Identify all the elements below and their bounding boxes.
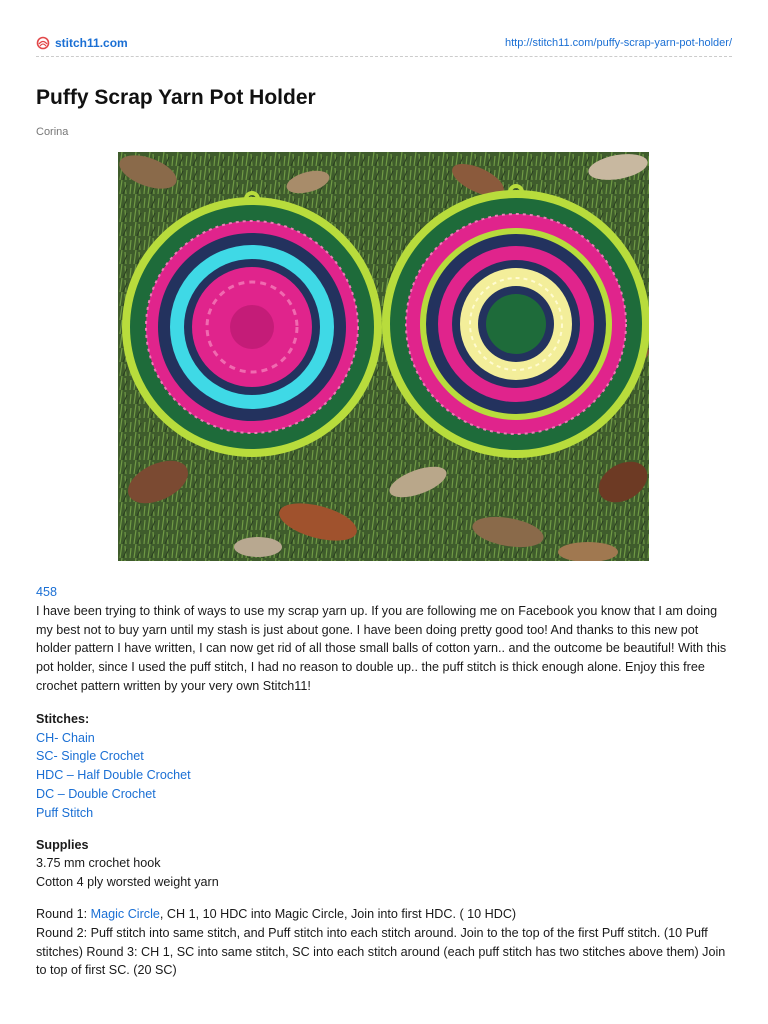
stitch-link-puff-stitch[interactable]: Puff Stitch (36, 805, 94, 820)
page-title: Puffy Scrap Yarn Pot Holder (36, 86, 316, 109)
page-header (36, 34, 732, 57)
stitch11-logo-icon (36, 36, 50, 50)
round-2-3-text: Round 2: Puff stitch into same stitch, and Puff stitch into each stitch around. Join to the top of the first Puff stitch. (10 Puff stitches) Round 3: CH 1, SC into same stitch, SC into each stitch around (each puff stitch has two stitches above them) Join to top of first SC. (20 SC) (36, 925, 726, 978)
pot-holders-photo (118, 152, 649, 561)
supply-item: 3.75 mm crochet hook (36, 856, 161, 871)
site-name: stitch11.com (55, 36, 128, 50)
magic-circle-link[interactable]: Magic Circle (90, 906, 160, 921)
stitch-link-single-crochet[interactable]: SC- Single Crochet (36, 749, 144, 764)
round-1-text: Round 1: Magic Circle, CH 1, 10 HDC into Magic Circle, Join into first HDC. ( 10 HDC) (36, 906, 517, 921)
share-count[interactable]: 458 (36, 585, 58, 599)
stitch-link-chain[interactable]: CH- Chain (36, 730, 95, 745)
source-url-link[interactable]: http://stitch11.com/puffy-scrap-yarn-pot-holder/ (504, 37, 732, 49)
intro-paragraph: I have been trying to think of ways to use my scrap yarn up. If you are following me on Facebook you know that I am doing my best not to buy yarn until my stash is just about gone. I have been doing pretty good too! And thanks to this new pot holder pattern I have written, I can now get rid of all those small balls of cotton yarn.. and the outcome be beautiful! With this pot holder, since I used the puff stitch, I had no reason to double up.. the puff stitch is thick enough alone. Enjoy this free crochet pattern written by your very own Stitch11! (36, 603, 727, 693)
author-name: Corina (36, 126, 69, 138)
stitch-link-half-double-crochet[interactable]: HDC – Half Double Crochet (36, 768, 191, 783)
stitches-heading: Stitches: (36, 711, 90, 726)
site-brand[interactable] (36, 36, 128, 50)
supplies-heading: Supplies (36, 837, 89, 852)
supply-item: Cotton 4 ply worsted weight yarn (36, 875, 219, 890)
article-body (36, 583, 736, 980)
stitch-link-double-crochet[interactable]: DC – Double Crochet (36, 786, 156, 801)
